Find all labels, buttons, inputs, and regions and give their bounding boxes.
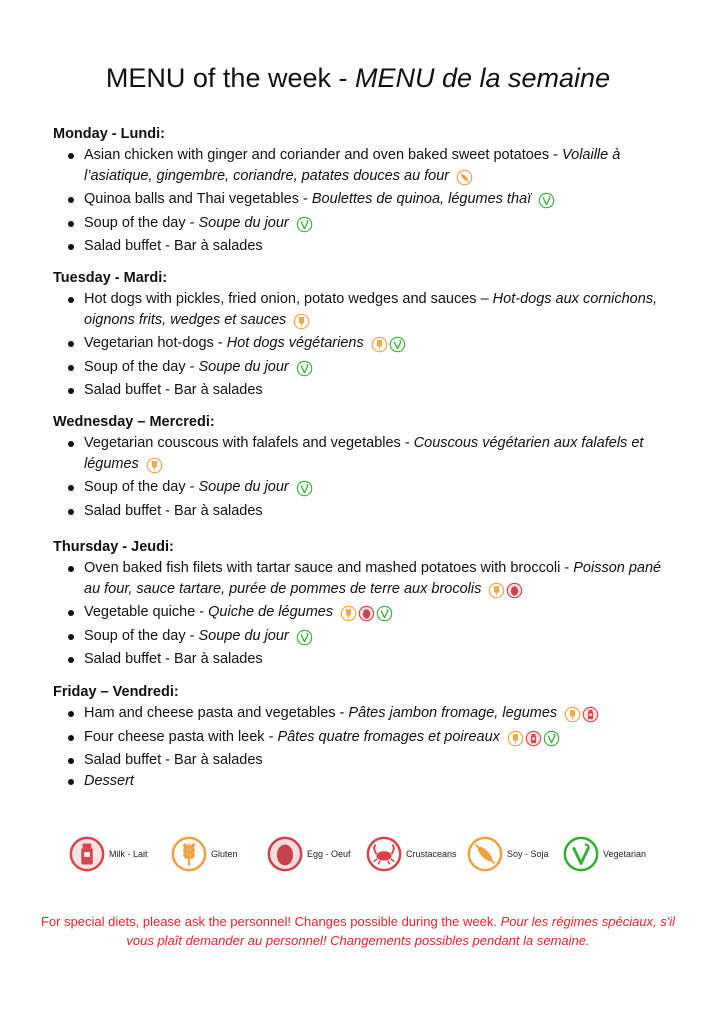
leaf-v-icon	[389, 336, 406, 353]
dish-name-english: Ham and cheese pasta and vegetables -	[84, 705, 349, 721]
dish-item	[53, 357, 673, 381]
egg-icon	[506, 582, 523, 599]
dish-name-french: Pâtes jambon fromage, legumes	[348, 705, 558, 721]
dish-name-french: Soupe du jour	[198, 627, 289, 644]
dish-item	[53, 649, 673, 670]
title-french: MENU de la semaine	[354, 63, 611, 93]
milk-icon	[68, 835, 106, 873]
dish-list	[53, 289, 673, 401]
dish-name-english: Vegetable quiche -	[84, 604, 209, 621]
allergen-icons	[487, 582, 523, 603]
legend-label: Milk - Lait	[109, 849, 148, 859]
dish-name-english: Salad buffet - Bar à salades	[84, 651, 263, 668]
footer-note	[40, 912, 676, 950]
dish-item	[53, 771, 673, 792]
legend-item-crustaceans	[365, 832, 457, 876]
dish-name-french: Dessert	[84, 772, 134, 789]
day-heading: Tuesday - Mardi:	[53, 270, 168, 286]
dish-item	[53, 380, 673, 401]
dish-item	[53, 602, 673, 626]
dish-item	[53, 433, 673, 477]
dish-item	[53, 703, 673, 727]
legend-item-vegetarian	[562, 832, 646, 876]
day-section	[53, 682, 673, 791]
dish-item	[53, 213, 673, 237]
dish-name-english: Salad buffet - Bar à salades	[84, 502, 263, 519]
wheat-icon	[340, 605, 357, 622]
crab-icon	[365, 835, 403, 873]
dish-item	[53, 501, 673, 522]
dish-name-french: Poisson pané au four, sauce tartare, purée de pommes de terre aux brocolis	[84, 560, 662, 597]
dish-name-english: Salad buffet - Bar à salades	[84, 752, 263, 769]
dish-name-french: Quiche de légumes	[208, 604, 334, 621]
dish-list	[53, 433, 673, 521]
dish-name-french: Hot-dogs aux cornichons, oignons frits, wedges et sauces	[84, 291, 658, 328]
allergen-icons	[295, 629, 313, 650]
dish-list	[53, 145, 673, 257]
legend-label: Soy - Soja	[507, 849, 549, 859]
wheat-icon	[170, 835, 208, 873]
leaf-v-icon	[296, 360, 313, 377]
allergen-icons	[145, 457, 163, 478]
footer-english: For special diets, please ask the personnel! Changes possible during the week.	[40, 914, 501, 929]
dish-name-english: Soup of the day -	[84, 358, 199, 375]
wheat-icon	[564, 706, 581, 723]
dish-name-french: Soupe du jour	[198, 479, 289, 496]
dish-item	[53, 236, 673, 257]
dish-name-english: Asian chicken with ginger and coriander and oven baked sweet potatoes -	[84, 147, 562, 163]
allergen-icons	[295, 480, 313, 501]
footer-french: Pour les régimes spéciaux, s'il vous plaît demander au personnel! Changements possibles pendant la semaine.	[126, 914, 676, 948]
dish-list	[53, 703, 673, 791]
dish-name-english: Hot dogs with pickles, fried onion, potato wedges and sauces –	[84, 291, 493, 307]
dish-name-french: Couscous végétarien aux falafels et légumes	[84, 435, 644, 472]
dish-item	[53, 145, 673, 189]
dish-name-english: Soup of the day -	[84, 479, 199, 496]
dish-name-french: Hot dogs végétariens	[226, 335, 364, 352]
dish-name-english: Vegetarian hot-dogs -	[84, 335, 227, 352]
day-section	[53, 537, 673, 670]
legend-label: Egg - Oeuf	[307, 849, 351, 859]
allergen-icons	[339, 605, 393, 626]
day-section	[53, 412, 673, 521]
milk-icon	[582, 706, 599, 723]
allergen-icons	[506, 730, 560, 751]
dish-name-french: Volaille à l’asiatique, gingembre, coriandre, patates douces au four	[84, 147, 621, 184]
milk-icon	[525, 730, 542, 747]
wheat-icon	[293, 313, 310, 330]
leaf-v-icon	[296, 216, 313, 233]
legend-item-milk	[68, 832, 148, 876]
title-english: MENU of the week -	[105, 63, 355, 93]
allergen-icons	[292, 313, 310, 334]
dish-item	[53, 333, 673, 357]
dish-name-english: Salad buffet - Bar à salades	[84, 382, 263, 399]
day-heading: Friday – Vendredi:	[53, 684, 179, 700]
dish-name-french: Soupe du jour	[198, 358, 289, 375]
egg-icon	[266, 835, 304, 873]
dish-name-english: Soup of the day -	[84, 627, 199, 644]
leaf-v-icon	[296, 480, 313, 497]
dish-name-french: Soupe du jour	[198, 214, 289, 231]
dish-name-english: Quinoa balls and Thai vegetables -	[84, 191, 312, 208]
allergen-icons	[295, 216, 313, 237]
day-heading: Thursday - Jeudi:	[53, 539, 174, 555]
soy-bean-icon	[466, 835, 504, 873]
legend-item-gluten	[170, 832, 238, 876]
leaf-v-icon	[376, 605, 393, 622]
dish-list	[53, 558, 673, 670]
dish-item	[53, 727, 673, 751]
dish-name-english: Soup of the day -	[84, 214, 199, 231]
day-heading: Monday - Lundi:	[53, 126, 165, 142]
allergen-icons	[295, 360, 313, 381]
day-section	[53, 124, 673, 257]
leaf-v-icon	[296, 629, 313, 646]
legend-item-soy	[466, 832, 549, 876]
wheat-icon	[507, 730, 524, 747]
dish-name-english: Four cheese pasta with leek -	[84, 728, 278, 745]
leaf-v-icon	[543, 730, 560, 747]
legend-item-egg	[266, 832, 351, 876]
allergen-legend	[68, 832, 668, 876]
dish-item	[53, 626, 673, 650]
dish-item	[53, 558, 673, 602]
allergen-icons	[563, 706, 599, 727]
allergen-icons	[455, 169, 473, 190]
legend-label: Crustaceans	[406, 849, 457, 859]
day-heading: Wednesday – Mercredi:	[53, 414, 215, 430]
dish-name-english: Salad buffet - Bar à salades	[84, 238, 263, 255]
dish-name-english: Vegetarian couscous with falafels and vegetables -	[84, 435, 414, 451]
egg-icon	[358, 605, 375, 622]
dish-item	[53, 477, 673, 501]
soy-bean-icon	[456, 169, 473, 186]
dish-item	[53, 289, 673, 333]
page-title	[0, 60, 716, 96]
dish-name-english: Oven baked fish filets with tartar sauce and mashed potatoes with broccoli -	[84, 560, 574, 576]
allergen-icons	[370, 336, 406, 357]
legend-label: Vegetarian	[603, 849, 647, 859]
leaf-v-icon	[538, 192, 555, 209]
dish-name-french: Pâtes quatre fromages et poireaux	[277, 728, 500, 745]
wheat-icon	[371, 336, 388, 353]
allergen-icons	[537, 192, 555, 213]
dish-item	[53, 189, 673, 213]
wheat-icon	[488, 582, 505, 599]
dish-item	[53, 750, 673, 771]
legend-label: Gluten	[211, 849, 238, 859]
day-section	[53, 268, 673, 401]
wheat-icon	[146, 457, 163, 474]
leaf-v-icon	[562, 835, 600, 873]
dish-name-french: Boulettes de quinoa, légumes thaï	[311, 191, 532, 208]
